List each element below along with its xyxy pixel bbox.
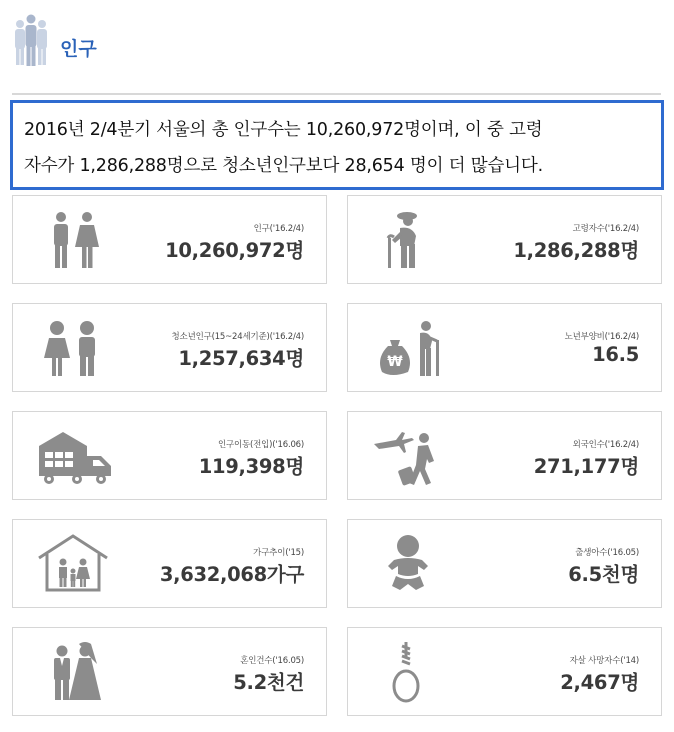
stat-card-households[interactable] (12, 519, 327, 608)
header-divider (12, 93, 661, 95)
stat-value: 10,260,972명 (165, 239, 304, 262)
stat-label: 혼인건수('16.05) (240, 656, 304, 666)
stat-value: 1,257,634명 (178, 347, 304, 370)
stat-label: 노년부양비('16.2/4) (564, 332, 639, 342)
stat-value: 271,177명 (533, 455, 639, 478)
stat-value: 1,286,288명 (513, 239, 639, 262)
people-icon (12, 10, 50, 70)
stat-value: 3,632,068가구 (159, 563, 304, 586)
stat-label: 자살 사망자수('14) (569, 656, 639, 666)
summary-box (10, 100, 664, 190)
stat-value: 6.5천명 (568, 563, 639, 586)
stat-label: 출생아수('16.05) (575, 548, 639, 558)
svg-text:₩: ₩ (387, 354, 403, 370)
stat-value: 5.2천건 (233, 671, 304, 694)
stat-value: 16.5 (592, 343, 639, 366)
traveler-airplane-icon (370, 424, 450, 488)
summary-line-2: 자수가 1,286,288명으로 청소년인구보다 28,654 명이 더 많습니다. (24, 156, 543, 176)
stat-label: 고령자수('16.2/4) (572, 224, 639, 234)
section-header (12, 10, 97, 70)
stat-label: 청소년인구(15~24세기준)('16.2/4) (171, 332, 304, 342)
stat-card-dependency-ratio[interactable] (347, 303, 662, 392)
summary-line-1: 2016년 2/4분기 서울의 총 인구수는 10,260,972명이며, 이 중 고령 (24, 120, 543, 140)
stat-label: 가구추이('15) (253, 548, 304, 558)
stat-label: 인구이동(전입)('16.06) (217, 440, 304, 450)
stat-card-births[interactable] (347, 519, 662, 608)
stat-value: 2,467명 (560, 671, 639, 694)
stat-card-youth[interactable] (12, 303, 327, 392)
money-bag-elderly-icon (370, 316, 450, 380)
stat-card-foreigners[interactable] (347, 411, 662, 500)
moving-truck-icon (35, 424, 115, 488)
stat-label: 외국인수('16.2/4) (572, 440, 639, 450)
stat-card-migration[interactable] (12, 411, 327, 500)
stat-card-marriages[interactable] (12, 627, 327, 716)
stat-label: 인구('16.2/4) (253, 224, 304, 234)
stat-value: 119,398명 (198, 455, 304, 478)
elderly-person-icon (370, 208, 450, 272)
page-title: 인구 (60, 37, 97, 60)
bride-groom-icon (35, 640, 115, 704)
noose-icon (370, 640, 450, 704)
baby-icon (370, 532, 450, 596)
family-house-icon (35, 532, 115, 596)
stat-card-population[interactable] (12, 195, 327, 284)
stat-card-elderly[interactable] (347, 195, 662, 284)
man-woman-icon (35, 208, 115, 272)
teen-boy-girl-icon (35, 316, 115, 380)
stat-card-suicide[interactable] (347, 627, 662, 716)
